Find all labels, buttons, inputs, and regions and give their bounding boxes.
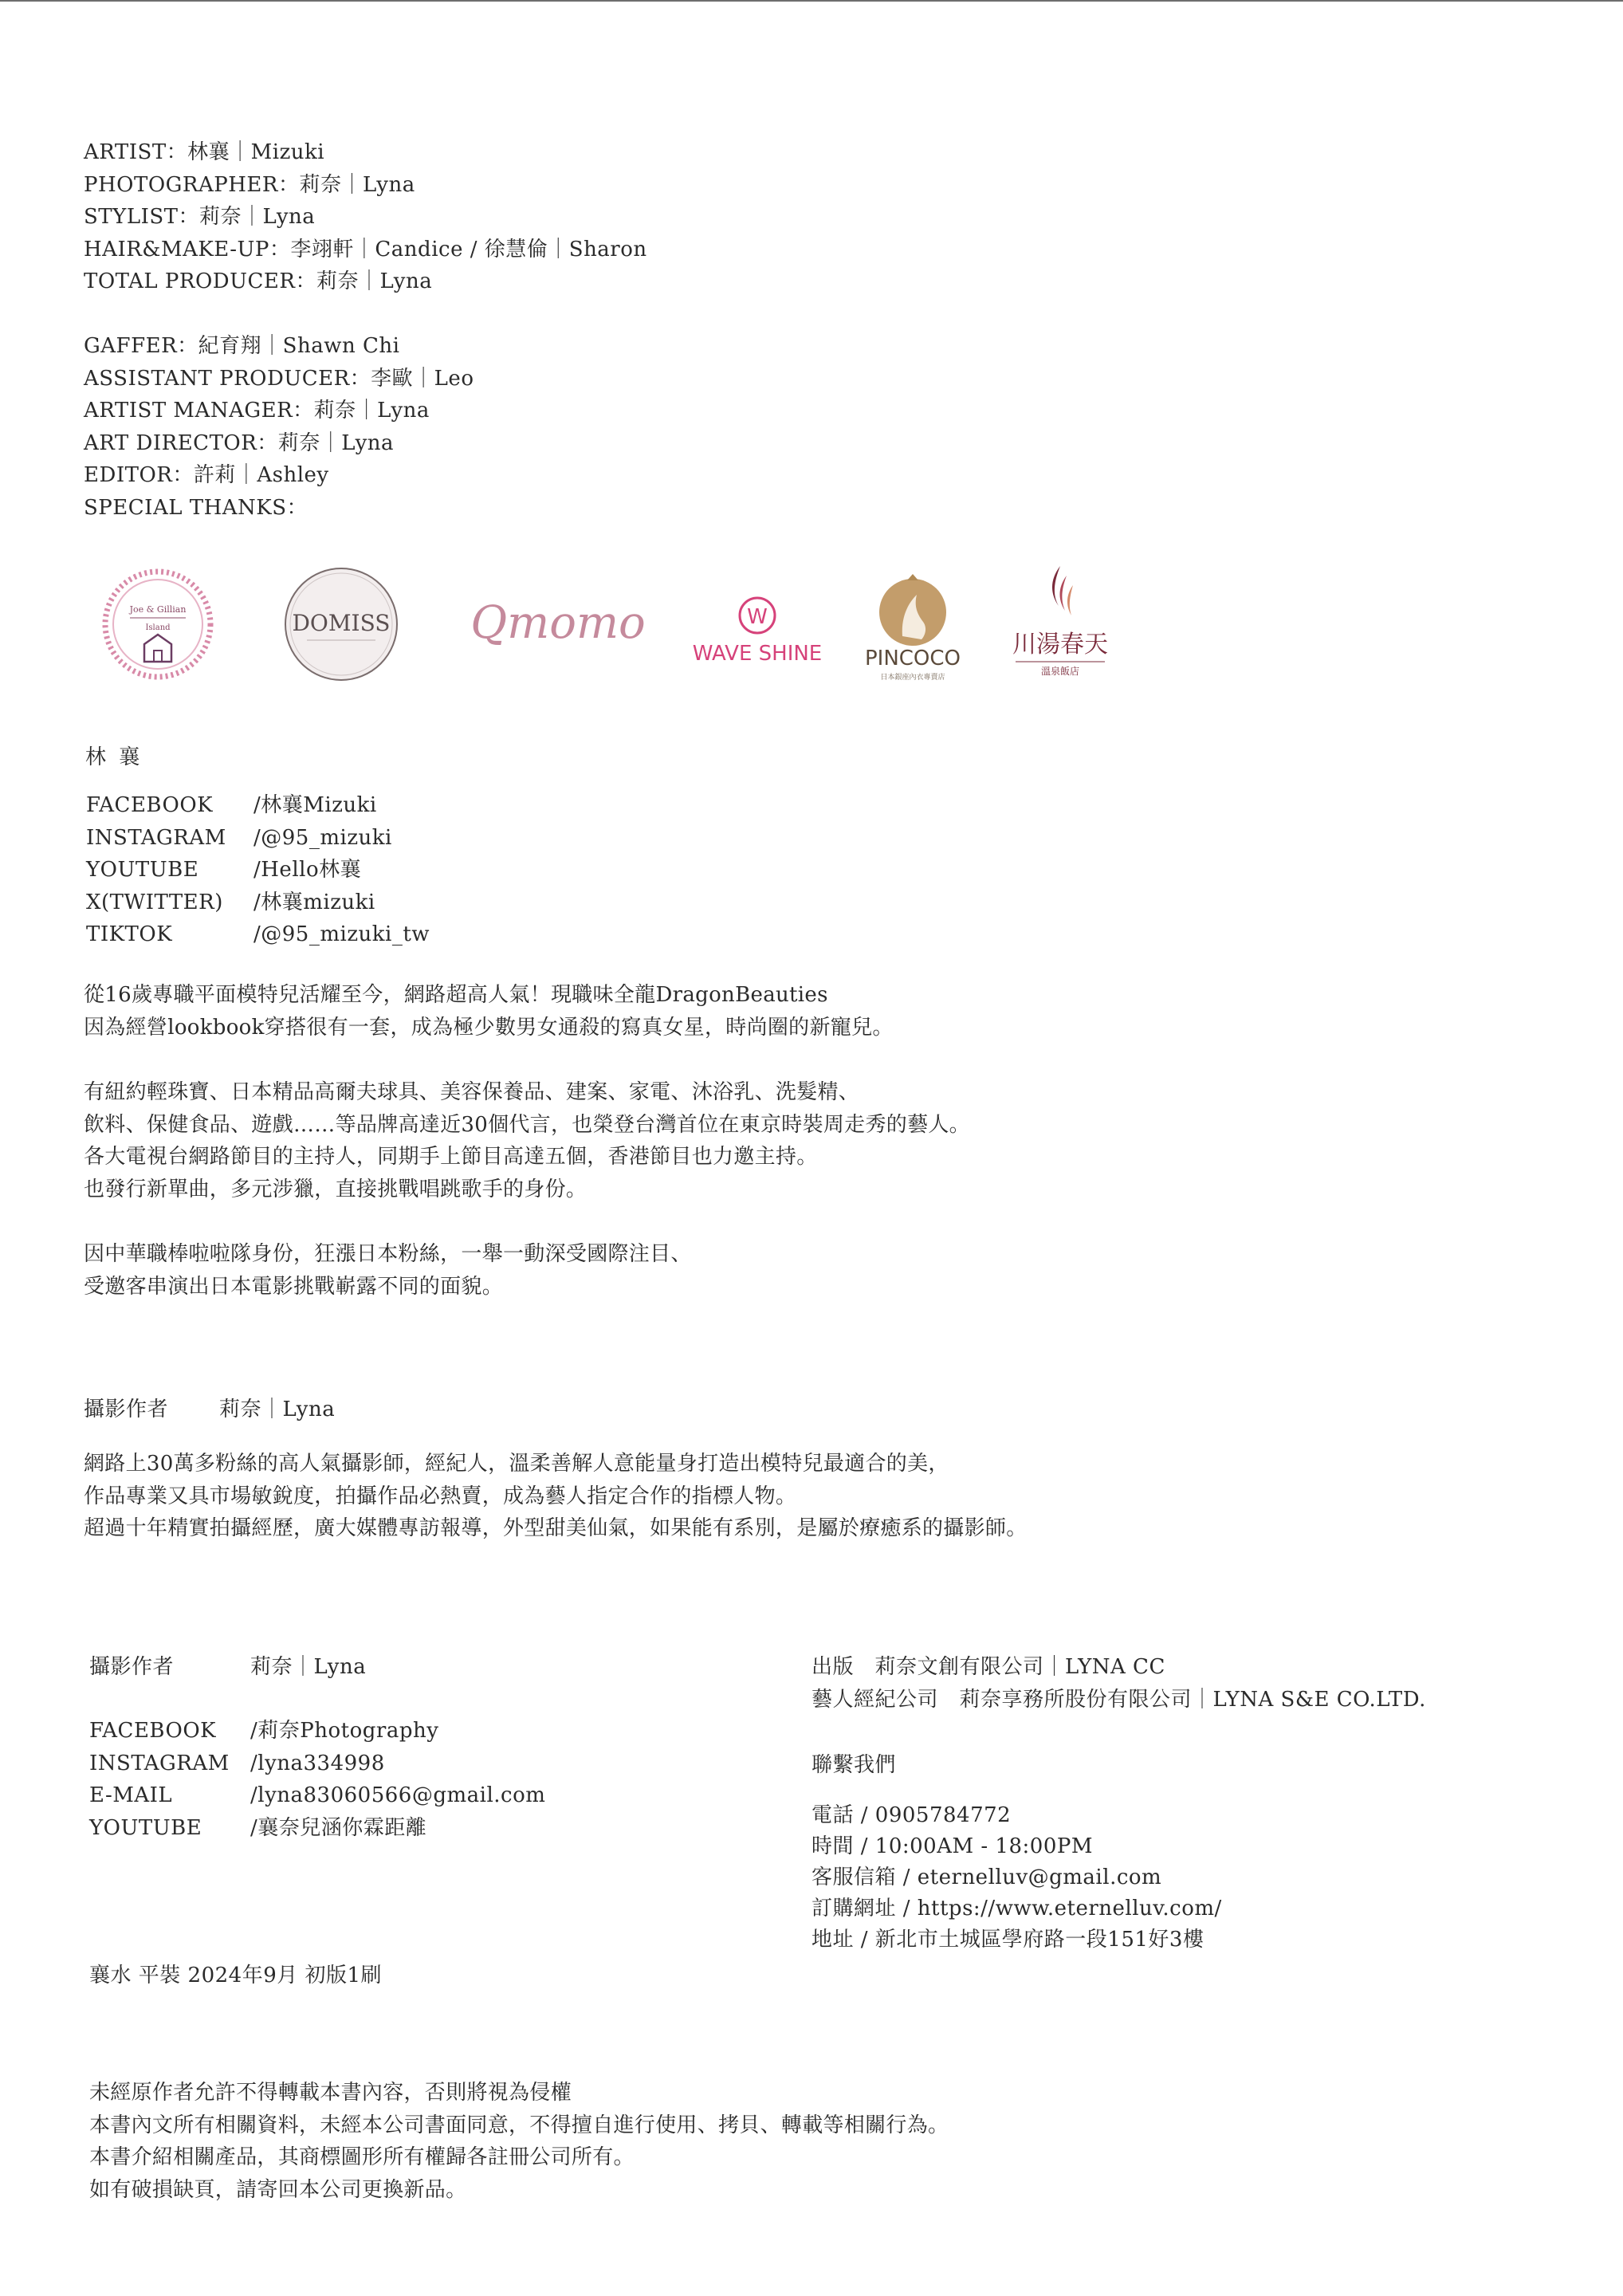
- artist-socials: [86, 789, 430, 951]
- credit-editor: EDITOR：許莉｜Ashley: [84, 463, 329, 487]
- svg-text:Qmomo: Qmomo: [470, 597, 646, 649]
- footer-socials: [89, 1715, 545, 1844]
- credit-artist-manager: ARTIST MANAGER：莉奈｜Lyna: [84, 399, 430, 423]
- svg-text:溫泉飯店: 溫泉飯店: [1040, 666, 1080, 677]
- footer-photographer-name: 莉奈｜Lyna: [250, 1655, 367, 1679]
- credit-art-director: ART DIRECTOR：莉奈｜Lyna: [84, 431, 395, 455]
- sponsor-logos: [84, 558, 1120, 694]
- social-row: [89, 1715, 545, 1748]
- social-handle: /襄奈兒涵你霖距離: [250, 1815, 427, 1840]
- footer-photographer-heading: [89, 1651, 366, 1684]
- credit-stylist: STYLIST：莉奈｜Lyna: [84, 205, 316, 229]
- social-platform: E-MAIL: [89, 1783, 173, 1807]
- publisher-info: [812, 1651, 1426, 1716]
- artist-bio-1: [84, 979, 894, 1044]
- credit-total-producer: TOTAL PRODUCER：莉奈｜Lyna: [84, 269, 433, 293]
- contact-phone: 電話 / 0905784772: [812, 1803, 1012, 1827]
- social-handle: /林襄mizuki: [253, 890, 375, 914]
- social-handle: /lyna334998: [250, 1751, 385, 1775]
- social-handle: /莉奈Photography: [250, 1719, 439, 1743]
- social-platform: YOUTUBE: [89, 1815, 202, 1840]
- publisher-line: 出版 莉奈文創有限公司｜LYNA CC: [812, 1655, 1165, 1679]
- svg-text:日本銀座內衣專賣店: 日本銀座內衣專賣店: [880, 674, 945, 682]
- social-handle: /Hello林襄: [253, 858, 362, 882]
- svg-text:Island: Island: [145, 623, 171, 632]
- social-handle: /lyna83060566@gmail.com: [250, 1783, 546, 1807]
- edition-text: 襄水 平裝 2024年9月 初版1刷: [89, 1964, 383, 1987]
- bio-line: 受邀客串演出日本電影挑戰嶄露不同的面貌。: [84, 1274, 504, 1299]
- contact-title: 聯繫我們: [812, 1753, 897, 1777]
- social-platform: FACEBOOK: [86, 793, 214, 817]
- social-platform: INSTAGRAM: [86, 825, 226, 850]
- credit-artist: ARTIST：林襄｜Mizuki: [84, 140, 325, 164]
- footer-heading-row: [89, 1651, 366, 1684]
- social-row: [89, 1748, 545, 1780]
- notice-line: 如有破損缺頁，請寄回本公司更換新品。: [89, 2177, 467, 2202]
- contact-email: 客服信箱 / eternelluv@gmail.com: [812, 1866, 1162, 1889]
- svg-text:WAVE SHINE: WAVE SHINE: [692, 642, 823, 666]
- notice-line: 本書內文所有相關資料，未經本公司書面同意，不得擅自進行使用、拷貝、轉載等相關行為。: [89, 2113, 949, 2137]
- social-row: [86, 918, 430, 951]
- photographer-label: 攝影作者: [84, 1398, 169, 1421]
- credit-assistant-producer: ASSISTANT PRODUCER：李歐｜Leo: [84, 366, 474, 391]
- photographer-heading-row: [84, 1394, 335, 1426]
- artist-name-text: 林 襄: [85, 745, 143, 769]
- credit-special-thanks: SPECIAL THANKS：: [84, 495, 308, 520]
- credit-photographer: PHOTOGRAPHER：莉奈｜Lyna: [84, 172, 415, 197]
- chuantang-hotel-logo: [1004, 558, 1116, 690]
- svg-text:DOMISS: DOMISS: [292, 610, 391, 636]
- social-row: [89, 1779, 545, 1812]
- social-platform: FACEBOOK: [89, 1719, 217, 1743]
- bio-line: 有紐約輕珠寶、日本精品高爾夫球具、美容保養品、建案、家電、沐浴乳、洗髮精、: [84, 1080, 860, 1104]
- contact-heading: [812, 1749, 896, 1782]
- agency-line: 藝人經紀公司 莉奈享務所股份有限公司｜LYNA S&E CO.LTD.: [812, 1687, 1426, 1712]
- photographer-bio: [84, 1448, 1028, 1545]
- social-row: [86, 789, 430, 822]
- contact-list: [812, 1800, 1222, 1956]
- contact-hours: 時間 / 10:00AM - 18:00PM: [812, 1834, 1093, 1858]
- social-row: [86, 822, 430, 855]
- domiss-logo: [281, 564, 401, 684]
- social-platform: INSTAGRAM: [89, 1751, 230, 1775]
- social-handle: /@95_mizuki: [253, 825, 392, 850]
- bio-line: 也發行新單曲，多元涉獵，直接挑戰唱跳歌手的身份。: [84, 1177, 588, 1201]
- artist-bio-3: [84, 1238, 692, 1303]
- bio-line: 從16歲專職平面模特兒活耀至今，網路超高人氣！現職味全龍DragonBeauties: [84, 983, 828, 1007]
- photographer-heading: [84, 1394, 335, 1426]
- svg-text:川湯春天: 川湯春天: [1012, 631, 1108, 659]
- wave-shine-logo: [690, 590, 825, 670]
- credit-hair-makeup: HAIR&MAKE-UP：李翊軒｜Candice / 徐慧倫｜Sharon: [84, 237, 647, 261]
- pincoco-logo: [853, 566, 973, 686]
- notice-line: 未經原作者允許不得轉載本書內容，否則將視為侵權: [89, 2081, 572, 2105]
- svg-text:PINCOCO: PINCOCO: [864, 647, 961, 670]
- bio-line: 作品專業又具市場敏銳度，拍攝作品必熱賣，成為藝人指定合作的指標人物。: [84, 1484, 797, 1508]
- credit-gaffer: GAFFER：紀育翔｜Shawn Chi: [84, 334, 400, 358]
- social-handle: /@95_mizuki_tw: [253, 922, 430, 946]
- artist-bio-2: [84, 1076, 970, 1205]
- top-border: [0, 0, 1623, 2]
- bio-line: 因為經營lookbook穿搭很有一套，成為極少數男女通殺的寫真女星，時尚圈的新寵兒。: [84, 1015, 894, 1040]
- social-handle: /林襄Mizuki: [253, 793, 377, 817]
- bio-line: 因中華職棒啦啦隊身份，狂漲日本粉絲，一舉一動深受國際注目、: [84, 1242, 692, 1266]
- social-platform: X(TWITTER): [86, 890, 223, 914]
- qmomo-logo: [454, 588, 662, 660]
- social-row: [89, 1812, 545, 1845]
- svg-text:W: W: [747, 605, 768, 629]
- contact-address: 地址 / 新北市土城區學府路一段151好3樓: [812, 1928, 1204, 1952]
- artist-name: [85, 741, 143, 774]
- bio-line: 超過十年精實拍攝經歷，廣大媒體專訪報導，外型甜美仙氣，如果能有系別，是屬於療癒系的攝影師。: [84, 1516, 1028, 1540]
- copyright-notice: [89, 2077, 949, 2206]
- svg-text:Joe & Gillian: Joe & Gillian: [129, 604, 187, 615]
- contact-website: 訂購網址 / https://www.eternelluv.com/: [812, 1897, 1222, 1921]
- footer-photographer-label: 攝影作者: [89, 1655, 175, 1679]
- social-platform: TIKTOK: [86, 922, 173, 946]
- credits-block-2: [84, 330, 474, 524]
- social-row: [86, 887, 430, 919]
- edition-info: [89, 1960, 382, 1992]
- social-row: [86, 854, 430, 887]
- photographer-name: 莉奈｜Lyna: [219, 1398, 336, 1421]
- credits-block: [84, 136, 647, 298]
- bio-line: 飲料、保健食品、遊戲……等品牌高達近30個代言，也榮登台灣首位在東京時裝周走秀的藝人。: [84, 1112, 970, 1137]
- joe-gillian-island-logo: [98, 564, 218, 684]
- bio-line: 網路上30萬多粉絲的高人氣攝影師，經紀人，溫柔善解人意能量身打造出模特兒最適合的美，: [84, 1452, 949, 1476]
- social-platform: YOUTUBE: [86, 858, 199, 882]
- notice-line: 本書介紹相關產品，其商標圖形所有權歸各註冊公司所有。: [89, 2145, 635, 2169]
- bio-line: 各大電視台網路節目的主持人，同期手上節目高達五個，香港節目也力邀主持。: [84, 1145, 818, 1169]
